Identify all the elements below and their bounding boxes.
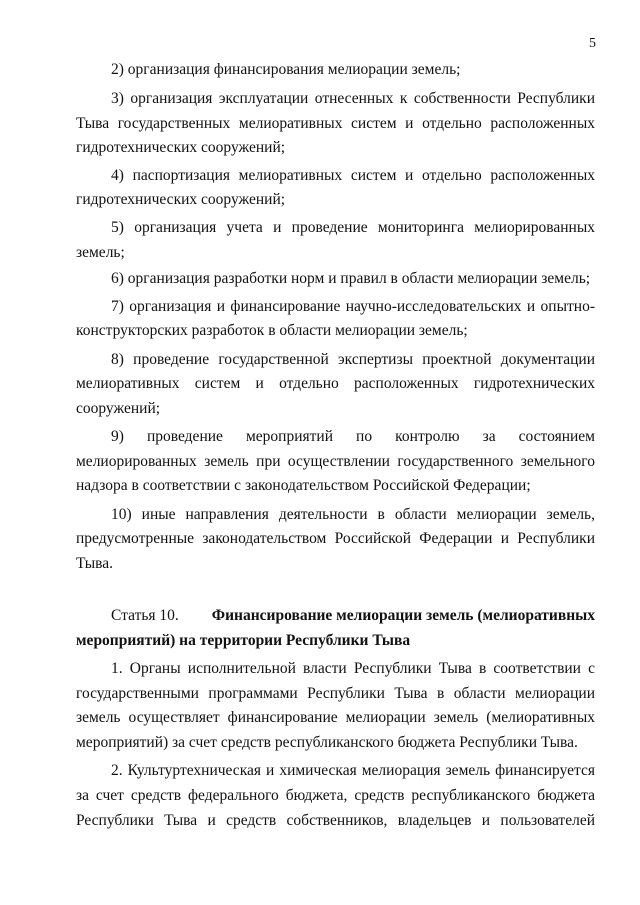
list-item-6-line-1: 6) организация разработки норм и правил в области мелиорации земель; <box>111 270 591 287</box>
article-title-part-1: Финансирование мелиорации земель (мелиоративных <box>211 607 595 624</box>
list-item-8-line-3: сооружений; <box>76 400 161 417</box>
list-item-3-line-2: Тыва государственных мелиоративных систем и отдельно расположенных <box>76 115 595 132</box>
article-paragraph-1-line-2: государственными программами Республики Тыва в области мелиорации <box>76 685 595 702</box>
article-title-part-2: мероприятий) на территории Республики Тыва <box>76 632 411 649</box>
article-paragraph-2-line-1: 2. Культуртехническая и химическая мелиорация земель финансируется <box>111 762 595 779</box>
article-number: Статья 10. <box>111 607 179 624</box>
list-item-8-line-2: мелиоративных систем и отдельно расположенных гидротехнических <box>76 375 595 392</box>
article-paragraph-1-line-1: 1. Органы исполнительной власти Республики Тыва в соответствии с <box>111 660 595 677</box>
list-item-3-line-1: 3) организация эксплуатации отнесенных к собственности Республики <box>111 90 595 107</box>
article-paragraph-1-line-4: мероприятий) за счет средств республиканского бюджета Республики Тыва. <box>76 734 578 751</box>
list-item-7-line-2: конструкторских разработок в области мелиорации земель; <box>76 322 468 339</box>
list-item-10-line-3: Тыва. <box>76 555 113 572</box>
list-item-2-line-1: 2) организация финансирования мелиорации земель; <box>111 61 461 78</box>
list-item-7-line-1: 7) организация и финансирование научно-исследовательских и опытно- <box>111 298 595 315</box>
list-item-9-line-1: 9) проведение мероприятий по контролю за состоянием <box>111 428 595 445</box>
list-item-8-line-1: 8) проведение государственной экспертизы проектной документации <box>111 351 595 368</box>
article-paragraph-1-line-3: земель осуществляет финансирование мелиорации земель (мелиоративных <box>76 709 595 726</box>
list-item-10-line-2: предусмотренные законодательством Российской Федерации и Республики <box>76 530 595 547</box>
list-item-5-line-2: земель; <box>76 244 125 261</box>
article-heading-line-1 <box>111 605 595 627</box>
list-item-5-line-1: 5) организация учета и проведение мониторинга мелиорированных <box>111 219 595 236</box>
list-item-4-line-1: 4) паспортизация мелиоративных систем и отдельно расположенных <box>111 167 595 184</box>
article-paragraph-2-line-3: Республики Тыва и средств собственников, владельцев и пользователей <box>76 812 595 829</box>
list-item-4-line-2: гидротехнических сооружений; <box>76 191 286 208</box>
page-number: 5 <box>589 36 596 51</box>
list-item-9-line-2: мелиорированных земель при осуществлении государственного земельного <box>76 453 595 470</box>
list-item-10-line-1: 10) иные направления деятельности в области мелиорации земель, <box>111 506 595 523</box>
list-item-3-line-3: гидротехнических сооружений; <box>76 139 286 156</box>
list-item-9-line-3: надзора в соответствии с законодательством Российской Федерации; <box>76 477 531 494</box>
article-paragraph-2-line-2: за счет средств федерального бюджета, средств республиканского бюджета <box>76 787 595 804</box>
